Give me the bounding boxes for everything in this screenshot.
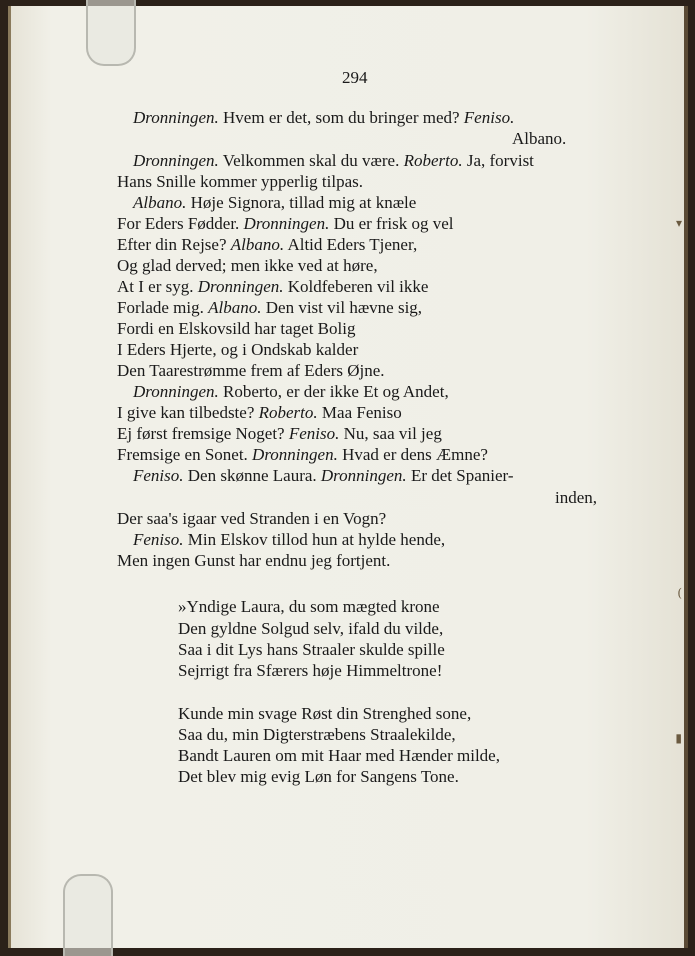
line-text: Den Taarestrømme frem af Eders Øjne. — [117, 361, 385, 380]
dialogue-line — [117, 403, 402, 423]
dialogue-line — [117, 361, 385, 381]
dialogue-line — [117, 298, 422, 318]
line-text: Koldfeberen vil ikke — [287, 277, 429, 296]
sonnet-line: Den gyldne Solgud selv, ifald du vilde, — [178, 619, 444, 638]
line-text: Roberto, er der ikke Et og Andet, — [223, 382, 449, 401]
speaker: Roberto. — [403, 151, 463, 170]
speaker: Feniso. — [463, 108, 515, 127]
dialogue-line — [133, 530, 445, 550]
speaker: Dronningen. — [252, 445, 338, 464]
speaker: Dronningen. — [243, 214, 330, 233]
speaker: Albano. — [133, 193, 187, 212]
line-text: I give kan tilbedste? — [117, 403, 255, 422]
line-text: Maa Feniso — [321, 403, 402, 422]
speaker: Albano. — [230, 235, 285, 254]
speaker: Feniso. — [133, 466, 184, 485]
edge-mark: ( — [677, 586, 682, 600]
line-text: Efter din Rejse? — [117, 235, 227, 254]
dialogue-line — [117, 277, 428, 297]
line-text: Høje Signora, tillad mig at knæle — [190, 193, 417, 212]
dialogue-line — [117, 319, 355, 339]
dialogue-line — [117, 172, 363, 192]
dialogue-line — [117, 509, 386, 529]
line-text: Ja, forvist — [466, 151, 534, 170]
line-text: Den vist vil hævne sig, — [265, 298, 423, 317]
speaker: Dronningen. — [133, 382, 219, 401]
speaker: Dronningen. — [320, 466, 407, 485]
line-text: Er det Spanier- — [410, 466, 514, 485]
line-text: Du er frisk og vel — [333, 214, 454, 233]
line-text: Fremsige en Sonet. — [117, 445, 248, 464]
dialogue-line — [133, 151, 534, 171]
dialogue-line — [133, 108, 514, 128]
line-text: At I er syg. — [117, 277, 194, 296]
page-number: 294 — [342, 68, 368, 87]
line-text: Forlade mig. — [117, 298, 204, 317]
speaker: Roberto. — [258, 403, 318, 422]
sonnet-line: Kunde min svage Røst din Strenghed sone, — [178, 704, 472, 723]
speaker: Dronningen. — [133, 151, 219, 170]
line-text: Ej først fremsige Noget? — [117, 424, 285, 443]
line-text: inden, — [555, 488, 598, 507]
dialogue-line — [133, 382, 449, 402]
dialogue-line — [117, 256, 378, 276]
dialogue-line — [117, 340, 358, 360]
dialogue-line — [555, 488, 597, 508]
line-text: Hvem er det, som du bringer med? — [223, 108, 460, 127]
speaker: Dronningen. — [133, 108, 219, 127]
line-text: Men ingen Gunst har endnu jeg fortjent. — [117, 551, 391, 570]
sonnet-line: Det blev mig evig Løn for Sangens Tone. — [178, 767, 459, 786]
dialogue-line — [117, 235, 417, 255]
edge-mark: ▮ — [675, 731, 682, 745]
line-text: Den skønne Laura. — [187, 466, 317, 485]
line-text: Der saa's igaar ved Stranden i en Vogn? — [117, 509, 387, 528]
sonnet-line: Sejrrigt fra Sfærers høje Himmeltrone! — [178, 661, 443, 680]
line-text: Velkommen skal du være. — [222, 151, 400, 170]
dialogue-line — [133, 466, 514, 486]
line-text: Altid Eders Tjener, — [287, 235, 418, 254]
line-text: Nu, saa vil jeg — [343, 424, 442, 443]
dialogue-line — [117, 551, 390, 571]
line-text: Hans Snille kommer ypperlig tilpas. — [117, 172, 363, 191]
sonnet-line: »Yndige Laura, du som mægted krone — [178, 597, 440, 616]
line-text: Fordi en Elskovsild har taget Bolig — [117, 319, 356, 338]
sonnet-line: Saa du, min Digterstræbens Straalekilde, — [178, 725, 456, 744]
dialogue-line — [117, 214, 454, 234]
dialogue-line — [133, 193, 416, 213]
line-text: Min Elskov tillod hun at hylde hende, — [187, 530, 446, 549]
line-text: I Eders Hjerte, og i Ondskab kalder — [117, 340, 359, 359]
speaker: Dronningen. — [197, 277, 284, 296]
sonnet-line: Bandt Lauren om mit Haar med Hænder milde, — [178, 746, 500, 765]
line-text: For Eders Fødder. — [117, 214, 240, 233]
edge-mark: ▾ — [675, 216, 682, 230]
dialogue-line — [512, 129, 566, 149]
speaker: Feniso. — [288, 424, 340, 443]
dialogue-line — [117, 445, 488, 465]
sonnet-line: Saa i dit Lys hans Straaler skulde spille — [178, 640, 445, 659]
speaker: Feniso. — [133, 530, 184, 549]
speaker: Albano. — [208, 298, 262, 317]
dialogue-line — [117, 424, 442, 444]
line-text: Hvad er dens Æmne? — [342, 445, 488, 464]
line-text: Albano. — [512, 129, 567, 148]
line-text: Og glad derved; men ikke ved at høre, — [117, 256, 378, 275]
